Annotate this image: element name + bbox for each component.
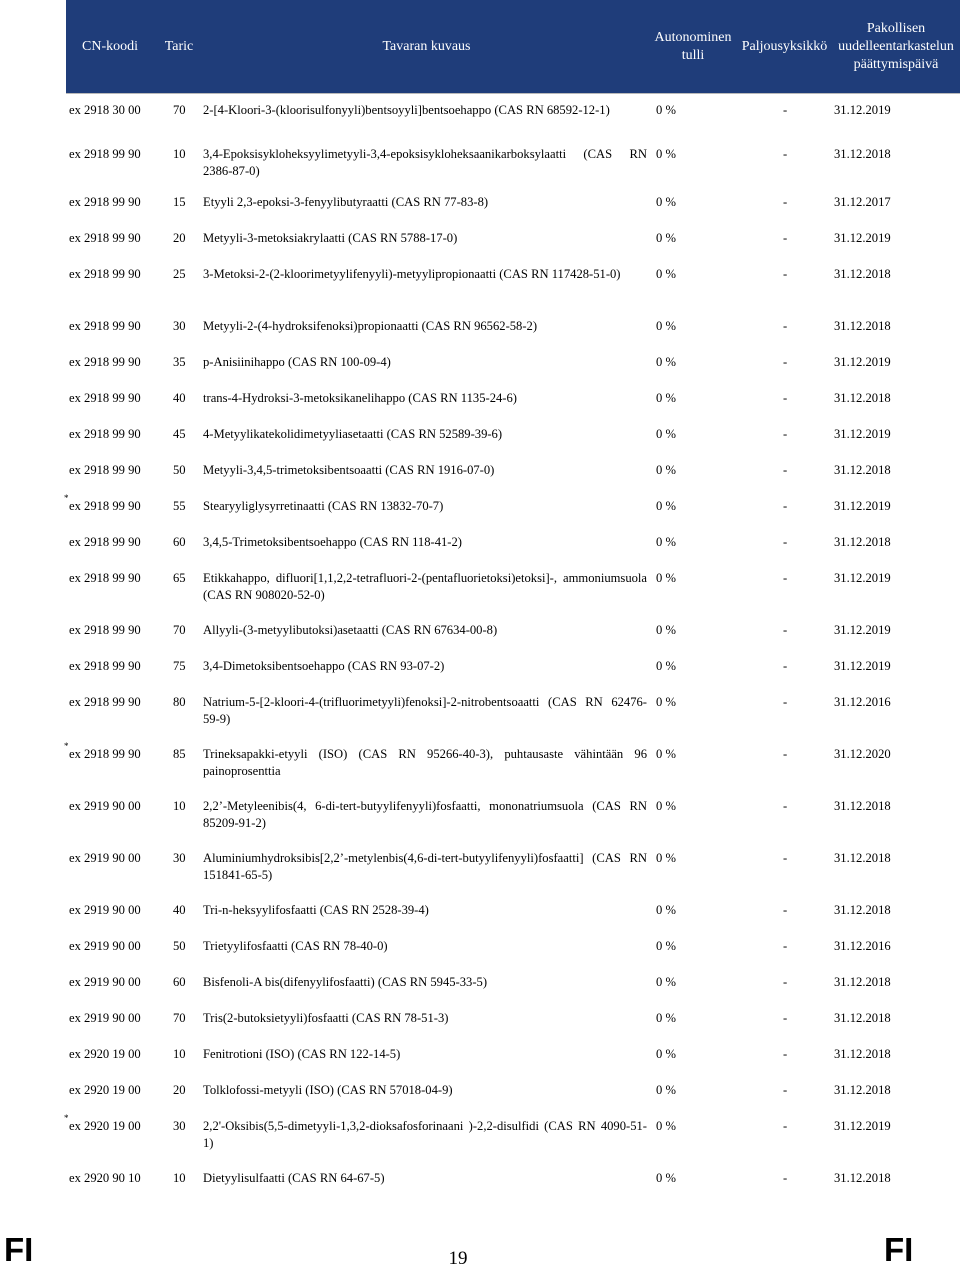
row-unit: -	[783, 1171, 788, 1185]
row-taric: 60	[173, 535, 186, 549]
row-date: 31.12.2018	[834, 1083, 891, 1097]
table-header	[66, 0, 960, 93]
row-duty: 0 %	[656, 1119, 676, 1133]
row-description: Dietyylisulfaatti (CAS RN 64-67-5)	[203, 1171, 385, 1185]
row-description: Metyyli-3,4,5-trimetoksibentsoaatti (CAS RN 1916-07-0)	[203, 463, 495, 477]
row-description: 2-[4-Kloori-3-(kloorisulfonyyli)bentsoyyli]bentsoehappo (CAS RN 68592-12-1)	[203, 103, 610, 117]
row-cn-code: ex 2920 19 00	[69, 1119, 141, 1133]
row-cn-code: ex 2919 90 00	[69, 939, 141, 953]
row-unit: -	[783, 1119, 788, 1133]
row-cn-code: ex 2919 90 00	[69, 903, 141, 917]
row-date: 31.12.2017	[834, 195, 891, 209]
row-cn-code: ex 2919 90 00	[69, 799, 141, 813]
row-description: Tris(2-butoksietyyli)fosfaatti (CAS RN 78-51-3)	[203, 1011, 449, 1025]
row-date: 31.12.2018	[834, 147, 891, 161]
row-taric: 80	[173, 695, 186, 709]
row-unit: -	[783, 427, 788, 441]
row-description: Natrium-5-[2-kloori-4-(trifluorimetyyli)fenoksi]-2-nitrobentsoaatti (CAS RN 62476-59-9)	[203, 695, 647, 726]
row-unit: -	[783, 535, 788, 549]
row-duty: 0 %	[656, 535, 676, 549]
row-cn-code: ex 2918 99 90	[69, 535, 141, 549]
row-duty: 0 %	[656, 659, 676, 673]
row-description: trans-4-Hydroksi-3-metoksikanelihappo (CAS RN 1135-24-6)	[203, 391, 517, 405]
row-date: 31.12.2018	[834, 535, 891, 549]
row-taric: 15	[173, 195, 186, 209]
row-description: Bisfenoli-A bis(difenyylifosfaatti) (CAS RN 5945-33-5)	[203, 975, 488, 989]
row-taric: 60	[173, 975, 186, 989]
row-date: 31.12.2018	[834, 1047, 891, 1061]
row-taric: 30	[173, 319, 186, 333]
row-date: 31.12.2018	[834, 1011, 891, 1025]
header-cn-code: CN-koodi	[82, 38, 138, 54]
row-duty: 0 %	[656, 623, 676, 637]
row-taric: 40	[173, 391, 186, 405]
row-cn-code: ex 2918 99 90	[69, 695, 141, 709]
header-description: Tavaran kuvaus	[382, 38, 471, 54]
row-unit: -	[783, 231, 788, 245]
row-cn-code: ex 2918 99 90	[69, 147, 141, 161]
row-duty: 0 %	[656, 147, 676, 161]
row-description: Aluminiumhydroksibis[2,2’-metylenbis(4,6-di-tert-butyylifenyyli)fosfaatti] (CAS RN 151841-65-5)	[203, 851, 647, 882]
row-cn-code: ex 2920 90 10	[69, 1171, 141, 1185]
row-date: 31.12.2019	[834, 571, 891, 585]
row-taric: 10	[173, 147, 186, 161]
row-duty: 0 %	[656, 799, 676, 813]
row-unit: -	[783, 975, 788, 989]
row-taric: 70	[173, 1011, 186, 1025]
row-date: 31.12.2016	[834, 695, 891, 709]
row-taric: 25	[173, 267, 186, 281]
row-unit: -	[783, 1011, 788, 1025]
row-description: Etyyli 2,3-epoksi-3-fenyylibutyraatti (CAS RN 77-83-8)	[203, 195, 489, 209]
row-taric: 10	[173, 799, 186, 813]
row-star-marker: *	[64, 1113, 69, 1123]
row-unit: -	[783, 659, 788, 673]
row-date: 31.12.2018	[834, 851, 891, 865]
row-cn-code: ex 2919 90 00	[69, 1011, 141, 1025]
row-unit: -	[783, 499, 788, 513]
row-unit: -	[783, 1047, 788, 1061]
row-date: 31.12.2018	[834, 267, 891, 281]
row-unit: -	[783, 695, 788, 709]
row-taric: 30	[173, 1119, 186, 1133]
page-number: 19	[448, 1248, 468, 1269]
row-description: 4-Metyylikatekolidimetyyliasetaatti (CAS RN 52589-39-6)	[203, 427, 503, 441]
row-star-marker: *	[64, 493, 69, 503]
row-taric: 85	[173, 747, 186, 761]
header-taric: Taric	[164, 38, 194, 54]
row-taric: 20	[173, 1083, 186, 1097]
row-unit: -	[783, 103, 788, 117]
footer-language-right: FI	[884, 1231, 914, 1268]
row-duty: 0 %	[656, 851, 676, 865]
row-duty: 0 %	[656, 355, 676, 369]
row-duty: 0 %	[656, 427, 676, 441]
row-date: 31.12.2019	[834, 659, 891, 673]
row-duty: 0 %	[656, 231, 676, 245]
row-duty: 0 %	[656, 103, 676, 117]
row-taric: 10	[173, 1171, 186, 1185]
row-cn-code: ex 2918 99 90	[69, 571, 141, 585]
row-date: 31.12.2019	[834, 499, 891, 513]
row-taric: 45	[173, 427, 186, 441]
row-unit: -	[783, 747, 788, 761]
row-cn-code: ex 2918 99 90	[69, 391, 141, 405]
row-date: 31.12.2019	[834, 355, 891, 369]
row-cn-code: ex 2918 99 90	[69, 623, 141, 637]
row-duty: 0 %	[656, 1011, 676, 1025]
row-duty: 0 %	[656, 571, 676, 585]
row-cn-code: ex 2918 99 90	[69, 355, 141, 369]
row-date: 31.12.2020	[834, 747, 891, 761]
row-duty: 0 %	[656, 903, 676, 917]
row-taric: 40	[173, 903, 186, 917]
row-taric: 10	[173, 1047, 186, 1061]
row-description: Stearyyliglysyrretinaatti (CAS RN 13832-70-7)	[203, 499, 444, 513]
row-description: 2,2’-Metyleenibis(4, 6-di-tert-butyylifenyyli)fosfaatti, mononatriumsuola (CAS RN 85209-91-2)	[203, 799, 647, 830]
row-description: Etikkahappo, difluori[1,1,2,2-tetrafluori-2-(pentafluorietoksi)etoksi]-, ammoniumsuola (CAS RN 908020-52-0)	[203, 571, 647, 602]
row-cn-code: ex 2918 99 90	[69, 463, 141, 477]
row-unit: -	[783, 1083, 788, 1097]
row-description: Fenitrotioni (ISO) (CAS RN 122-14-5)	[203, 1047, 401, 1061]
row-cn-code: ex 2918 99 90	[69, 427, 141, 441]
row-taric: 70	[173, 103, 186, 117]
row-taric: 35	[173, 355, 186, 369]
row-duty: 0 %	[656, 391, 676, 405]
row-date: 31.12.2018	[834, 463, 891, 477]
row-taric: 75	[173, 659, 186, 673]
row-cn-code: ex 2918 99 90	[69, 747, 141, 761]
row-date: 31.12.2018	[834, 319, 891, 333]
row-duty: 0 %	[656, 975, 676, 989]
row-cn-code: ex 2918 99 90	[69, 195, 141, 209]
header-autonomous-duty: Autonominen tulli	[654, 29, 732, 63]
row-description: Allyyli-(3-metyylibutoksi)asetaatti (CAS RN 67634-00-8)	[203, 623, 498, 637]
row-unit: -	[783, 355, 788, 369]
row-date: 31.12.2019	[834, 1119, 891, 1133]
row-duty: 0 %	[656, 267, 676, 281]
row-unit: -	[783, 939, 788, 953]
row-description: 3-Metoksi-2-(2-kloorimetyylifenyyli)-metyylipropionaatti (CAS RN 117428-51-0)	[203, 267, 621, 281]
row-description: Metyyli-2-(4-hydroksifenoksi)propionaatti (CAS RN 96562-58-2)	[203, 319, 538, 333]
row-duty: 0 %	[656, 319, 676, 333]
row-duty: 0 %	[656, 1083, 676, 1097]
row-cn-code: ex 2918 99 90	[69, 319, 141, 333]
row-cn-code: ex 2920 19 00	[69, 1083, 141, 1097]
row-cn-code: ex 2918 99 90	[69, 659, 141, 673]
row-date: 31.12.2019	[834, 231, 891, 245]
row-taric: 50	[173, 463, 186, 477]
row-description: Tri-n-heksyylifosfaatti (CAS RN 2528-39-4)	[203, 903, 429, 917]
row-unit: -	[783, 319, 788, 333]
row-unit: -	[783, 391, 788, 405]
row-date: 31.12.2016	[834, 939, 891, 953]
header-review-date: Pakollisen uudelleentarkastelun päättymispäivä	[838, 20, 954, 72]
row-description: Metyyli-3-metoksiakrylaatti (CAS RN 5788-17-0)	[203, 231, 458, 245]
row-taric: 65	[173, 571, 186, 585]
row-taric: 50	[173, 939, 186, 953]
row-duty: 0 %	[656, 499, 676, 513]
row-unit: -	[783, 623, 788, 637]
row-cn-code: ex 2918 30 00	[69, 103, 141, 117]
row-cn-code: ex 2918 99 90	[69, 231, 141, 245]
row-unit: -	[783, 267, 788, 281]
row-date: 31.12.2019	[834, 103, 891, 117]
row-cn-code: ex 2919 90 00	[69, 851, 141, 865]
row-date: 31.12.2018	[834, 799, 891, 813]
row-duty: 0 %	[656, 939, 676, 953]
row-duty: 0 %	[656, 747, 676, 761]
header-divider	[66, 93, 960, 94]
row-description: Trietyylifosfaatti (CAS RN 78-40-0)	[203, 939, 388, 953]
row-star-marker: *	[64, 741, 69, 751]
row-unit: -	[783, 463, 788, 477]
row-taric: 70	[173, 623, 186, 637]
row-unit: -	[783, 799, 788, 813]
footer-language-left: FI	[4, 1231, 34, 1268]
row-description: p-Anisiinihappo (CAS RN 100-09-4)	[203, 355, 391, 369]
row-date: 31.12.2018	[834, 975, 891, 989]
row-cn-code: ex 2919 90 00	[69, 975, 141, 989]
row-date: 31.12.2019	[834, 427, 891, 441]
row-description: 3,4-Dimetoksibentsoehappo (CAS RN 93-07-2)	[203, 659, 445, 673]
row-date: 31.12.2018	[834, 391, 891, 405]
row-description: Trineksapakki-etyyli (ISO) (CAS RN 95266-40-3), puhtausaste vähintään 96 painoprosenttia	[203, 747, 647, 778]
row-unit: -	[783, 903, 788, 917]
row-description: 2,2'-Oksibis(5,5-dimetyyli-1,3,2-dioksafosforinaani )-2,2-disulfidi (CAS RN 4090-51-1)	[203, 1119, 647, 1150]
header-supplementary-unit: Paljousyksikkö	[741, 38, 828, 54]
row-unit: -	[783, 147, 788, 161]
row-duty: 0 %	[656, 195, 676, 209]
row-description: 3,4-Epoksisykloheksyylimetyyli-3,4-epoksisykloheksaanikarboksylaatti (CAS RN 2386-87-0)	[203, 147, 647, 178]
row-date: 31.12.2019	[834, 623, 891, 637]
row-cn-code: ex 2918 99 90	[69, 267, 141, 281]
row-duty: 0 %	[656, 1171, 676, 1185]
row-description: Tolklofossi-metyyli (ISO) (CAS RN 57018-04-9)	[203, 1083, 453, 1097]
row-unit: -	[783, 195, 788, 209]
row-duty: 0 %	[656, 463, 676, 477]
row-taric: 30	[173, 851, 186, 865]
row-duty: 0 %	[656, 1047, 676, 1061]
row-unit: -	[783, 571, 788, 585]
row-unit: -	[783, 851, 788, 865]
row-taric: 20	[173, 231, 186, 245]
row-taric: 55	[173, 499, 186, 513]
row-cn-code: ex 2920 19 00	[69, 1047, 141, 1061]
row-cn-code: ex 2918 99 90	[69, 499, 141, 513]
row-date: 31.12.2018	[834, 903, 891, 917]
row-description: 3,4,5-Trimetoksibentsoehappo (CAS RN 118-41-2)	[203, 535, 462, 549]
row-date: 31.12.2018	[834, 1171, 891, 1185]
row-duty: 0 %	[656, 695, 676, 709]
